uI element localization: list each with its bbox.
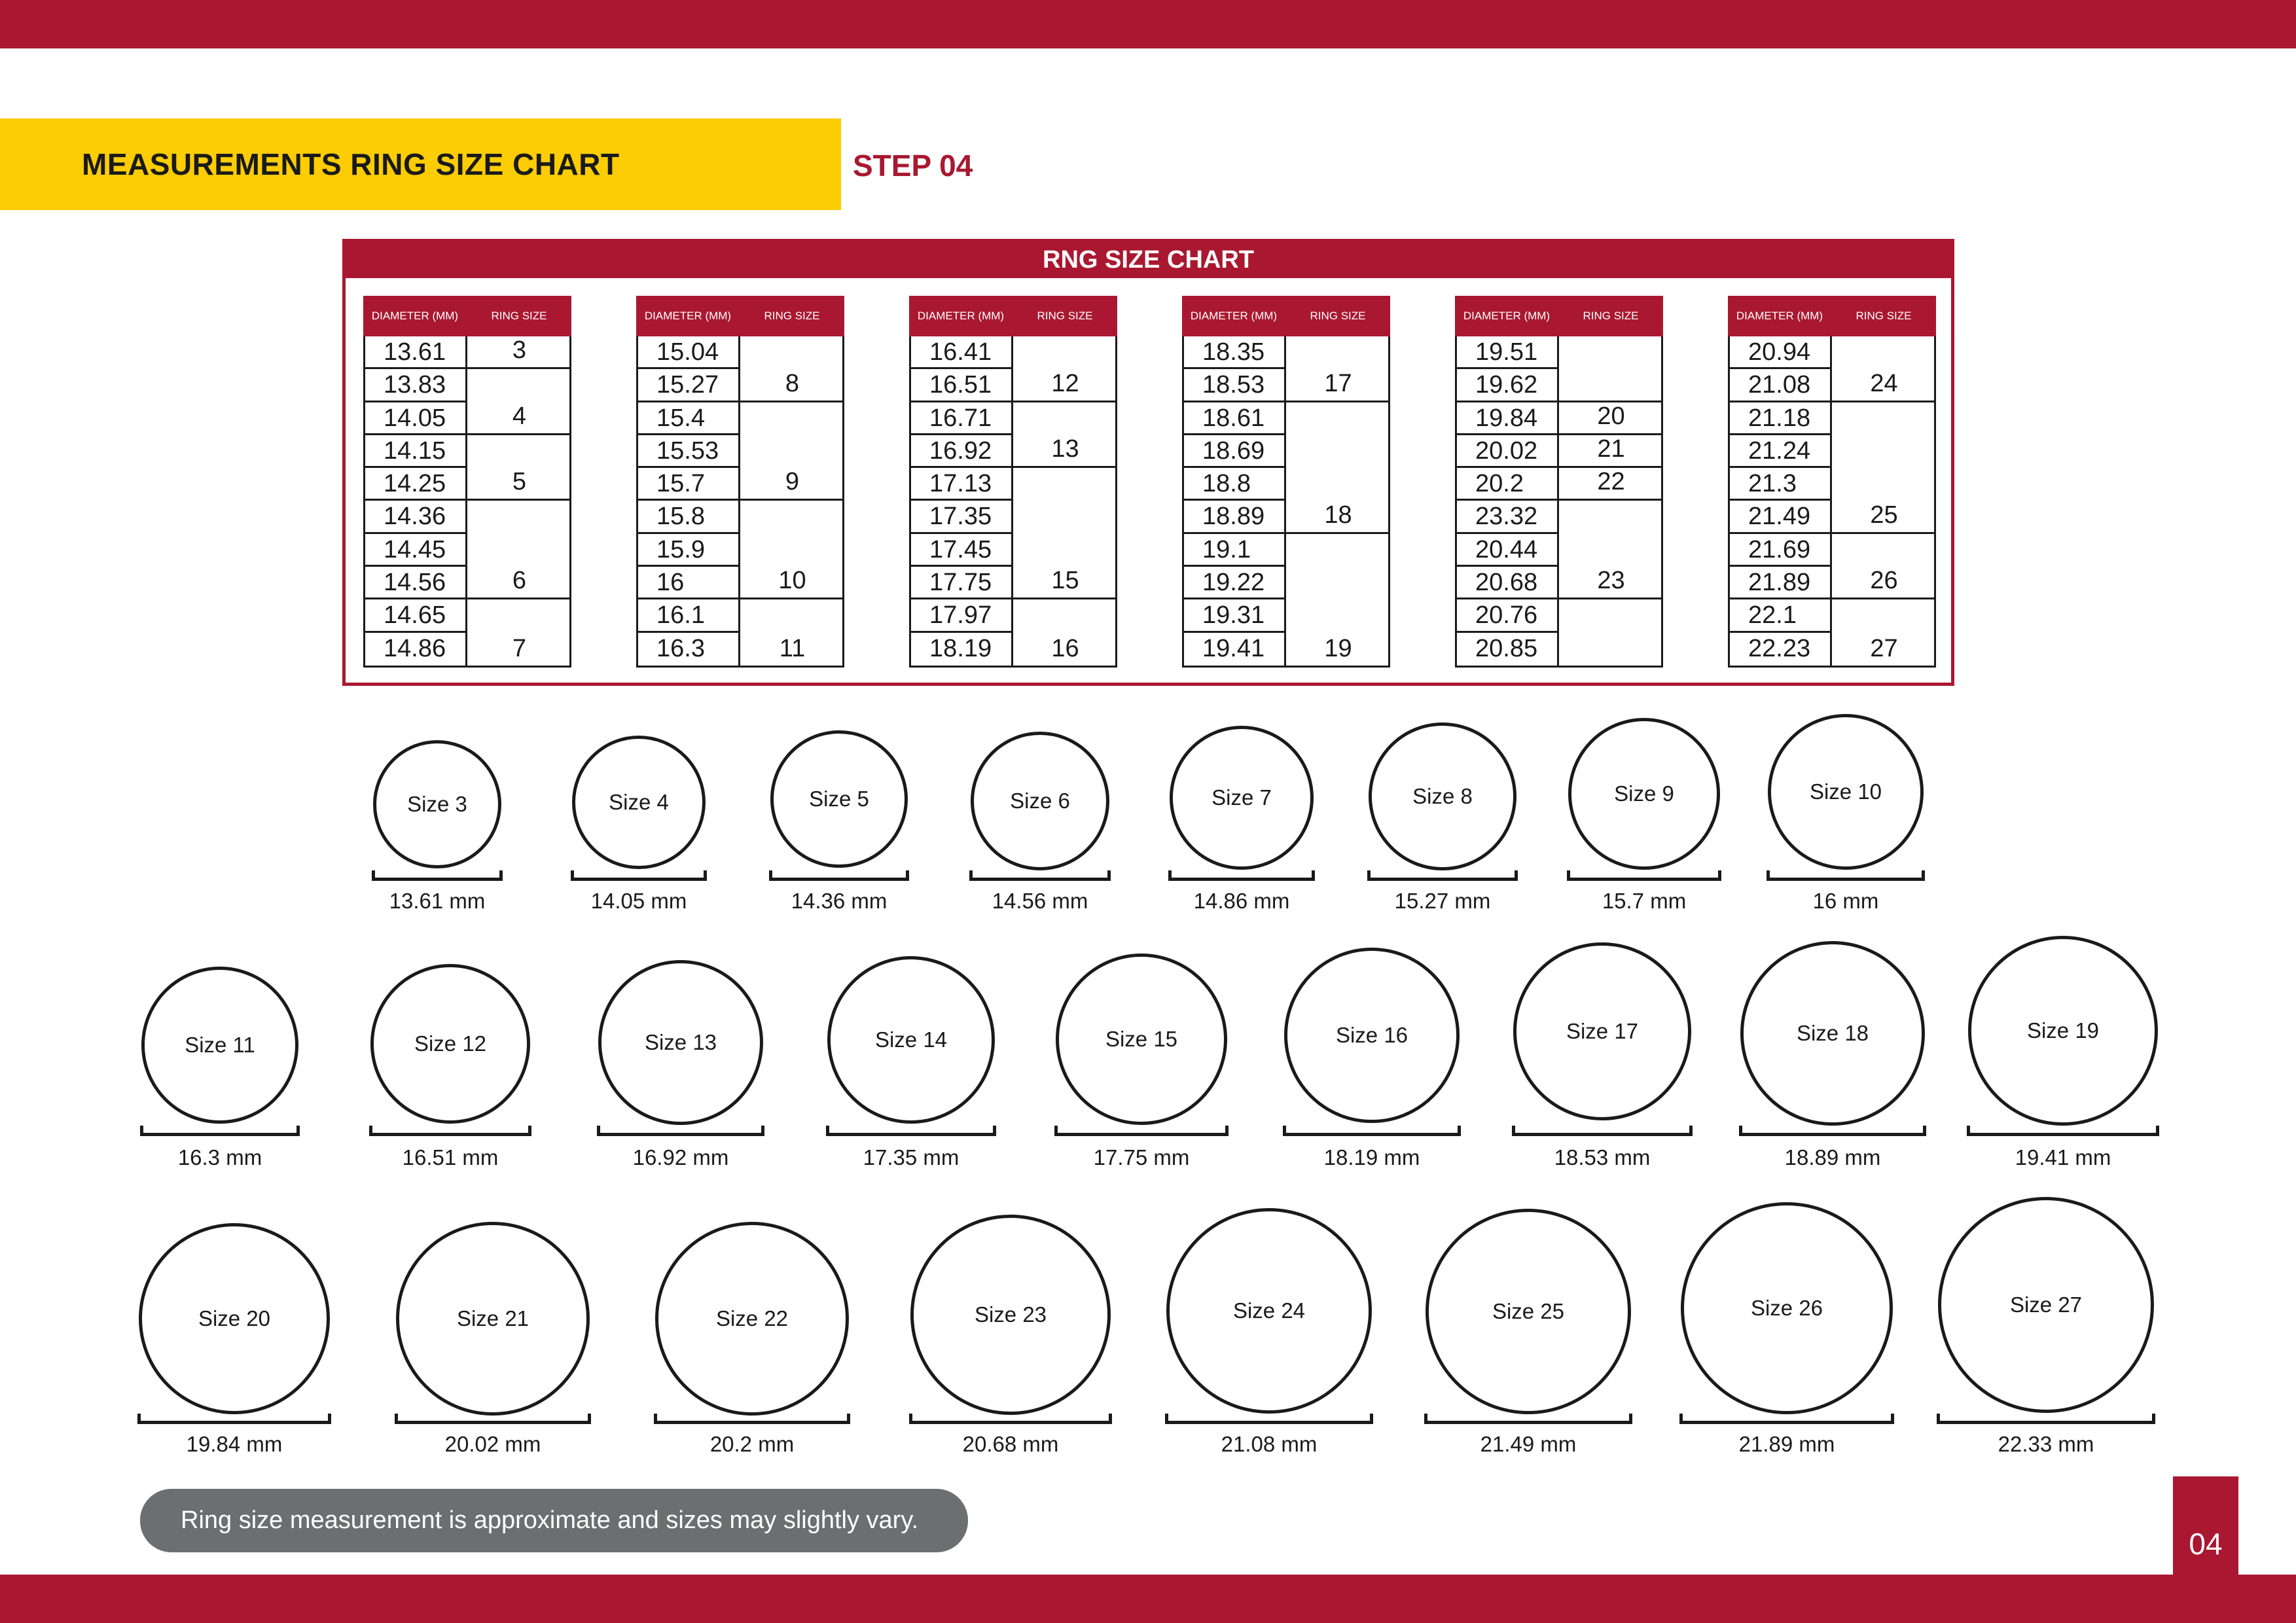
ring-circle <box>396 1222 590 1416</box>
diameter-column-header: DIAMETER (MM) <box>917 310 1005 322</box>
ring-circle <box>1056 954 1227 1125</box>
diameter-cell: 17.75 <box>911 567 1011 599</box>
ring-circle <box>572 736 706 869</box>
table-header <box>363 296 571 336</box>
ring-size-cell: 21 <box>1559 435 1663 468</box>
ring-size-label: Size 13 <box>644 1030 717 1054</box>
diameter-bracket <box>1967 1126 2159 1136</box>
diameter-bracket <box>969 870 1111 881</box>
ring-diameter-label: 19.41 mm <box>2015 1145 2111 1169</box>
diameter-cell: 20.68 <box>1457 567 1557 599</box>
diameter-bracket <box>1679 1414 1894 1424</box>
ring-size-cell <box>1559 599 1663 666</box>
ring-circle <box>598 960 763 1125</box>
ring-size-column-header: RING SIZE <box>1310 310 1366 322</box>
ring-size-column-header: RING SIZE <box>1856 310 1912 322</box>
ring-size-label: Size 11 <box>185 1033 255 1057</box>
ring-size-cell: 6 <box>467 501 571 600</box>
diameter-cell: 17.97 <box>911 599 1011 632</box>
ring-diameter-label: 14.56 mm <box>992 889 1088 913</box>
ring-circle <box>1170 726 1314 870</box>
diameter-bracket <box>654 1414 850 1424</box>
diameter-bracket <box>1367 870 1518 881</box>
ring-circle <box>1938 1197 2154 1413</box>
diameter-column-header: DIAMETER (MM) <box>1463 310 1551 322</box>
ring-size-label: Size 3 <box>407 792 467 816</box>
ring-size-cell: 17 <box>1286 336 1390 402</box>
ring-diameter-label: 16 mm <box>1812 889 1879 913</box>
ring-size-label: Size 12 <box>414 1031 487 1056</box>
size-table-5 <box>1455 296 1663 668</box>
ring-size-label: Size 20 <box>198 1306 271 1330</box>
diameter-cell: 13.61 <box>365 336 465 369</box>
diameter-cell: 14.36 <box>365 501 465 533</box>
ring-size-label: Size 5 <box>809 787 869 811</box>
table-header <box>1455 296 1663 336</box>
diameter-cell: 19.31 <box>1184 599 1284 632</box>
diameter-cell: 15.8 <box>638 501 738 533</box>
diameter-column <box>1184 336 1286 666</box>
diameter-cell: 20.85 <box>1475 634 1538 662</box>
diameter-cell: 15.27 <box>638 369 738 402</box>
diameter-bracket <box>137 1414 331 1424</box>
ring-diameter-label: 21.89 mm <box>1738 1432 1835 1456</box>
ring-size-label: Size 26 <box>1750 1296 1823 1320</box>
diameter-bracket <box>1512 1126 1693 1136</box>
bottom-accent-bar <box>0 1575 2296 1623</box>
diameter-cell: 18.89 <box>1184 501 1284 533</box>
diameter-bracket <box>769 870 909 881</box>
ring-diameter-label: 18.89 mm <box>1784 1145 1881 1169</box>
ring-size-cell: 13 <box>1013 402 1117 469</box>
ring-size-cell: 27 <box>1870 634 1898 662</box>
ring-size-label: Size 17 <box>1566 1019 1639 1043</box>
page-title: MEASUREMENTS RING SIZE CHART <box>82 147 620 181</box>
ring-size-cell: 16 <box>1051 634 1079 662</box>
diameter-column <box>1457 336 1559 666</box>
ring-circle <box>827 956 995 1124</box>
ring-size-cell: 11 <box>779 634 806 662</box>
diameter-cell: 14.45 <box>365 534 465 567</box>
diameter-column-header: DIAMETER (MM) <box>1190 310 1278 322</box>
ring-circle <box>910 1215 1111 1415</box>
ring-circle <box>1284 948 1460 1123</box>
table-body <box>909 336 1117 668</box>
diameter-column-header: DIAMETER (MM) <box>644 310 732 322</box>
diameter-cell: 17.13 <box>911 468 1011 501</box>
diameter-cell: 21.08 <box>1730 369 1830 402</box>
ring-circle <box>370 964 530 1124</box>
ring-size-label: Size 8 <box>1412 784 1473 808</box>
diameter-bracket <box>1424 1414 1632 1424</box>
ring-circle <box>1513 942 1691 1120</box>
diameter-cell: 20.44 <box>1457 534 1557 567</box>
ring-circle <box>1768 714 1924 870</box>
table-header <box>1182 296 1390 336</box>
ring-diameter-label: 20.68 mm <box>962 1432 1059 1456</box>
ring-diameter-label: 16.51 mm <box>402 1145 499 1169</box>
diameter-cell: 21.69 <box>1730 534 1830 567</box>
diameter-bracket <box>826 1126 996 1136</box>
ring-size-cell: 23 <box>1559 501 1663 600</box>
ring-size-cell: 7 <box>512 634 527 662</box>
diameter-cell: 15.7 <box>638 468 738 501</box>
ring-size-cell: 4 <box>467 369 571 435</box>
diameter-bracket <box>1937 1414 2155 1424</box>
diameter-cell: 15.4 <box>638 402 738 435</box>
diameter-cell: 19.41 <box>1202 634 1265 662</box>
table-body <box>1728 336 1936 668</box>
diameter-cell: 18.19 <box>929 634 992 662</box>
diameter-cell: 14.86 <box>384 634 446 662</box>
diameter-cell: 18.61 <box>1184 402 1284 435</box>
ring-size-label: Size 21 <box>456 1306 529 1330</box>
diameter-cell: 15.9 <box>638 534 738 567</box>
table-body <box>636 336 844 668</box>
diameter-cell: 18.69 <box>1184 435 1284 468</box>
table-body <box>363 336 571 668</box>
ring-diameter-label: 16.92 mm <box>632 1145 729 1169</box>
ring-circle <box>1369 722 1516 870</box>
ring-size-cell: 12 <box>1013 336 1117 402</box>
ring-size-label: Size 6 <box>1010 789 1070 813</box>
diameter-cell: 18.53 <box>1184 369 1284 402</box>
diameter-column <box>365 336 467 666</box>
diameter-cell: 14.05 <box>365 402 465 435</box>
ring-size-cell: 15 <box>1013 468 1117 599</box>
diameter-cell: 23.32 <box>1457 501 1557 533</box>
ring-size-cell: 19 <box>1324 634 1352 662</box>
diameter-cell: 16.71 <box>911 402 1011 435</box>
ring-size-cell: 3 <box>467 336 571 369</box>
diameter-cell: 19.1 <box>1184 534 1284 567</box>
ring-diameter-label: 14.86 mm <box>1193 889 1290 913</box>
ring-circle <box>1568 718 1720 870</box>
size-table-1 <box>363 296 571 668</box>
ring-circle <box>1166 1208 1372 1414</box>
ring-diameter-label: 15.7 mm <box>1602 889 1687 913</box>
ring-size-cell: 5 <box>467 435 571 501</box>
diameter-cell: 21.49 <box>1730 501 1830 533</box>
table-body <box>1455 336 1663 668</box>
ring-size-cell: 9 <box>740 402 844 501</box>
diameter-column <box>911 336 1013 666</box>
ring-size-label: Size 27 <box>2009 1293 2083 1317</box>
diameter-cell: 19.22 <box>1184 567 1284 599</box>
diameter-bracket <box>1168 870 1315 881</box>
size-table-2 <box>636 296 844 668</box>
diameter-bracket <box>1165 1414 1373 1424</box>
diameter-cell: 20.02 <box>1457 435 1557 468</box>
title-banner <box>0 118 841 210</box>
ring-diameter-label: 18.19 mm <box>1323 1145 1420 1169</box>
step-label: STEP 04 <box>853 149 973 183</box>
diameter-bracket <box>571 870 707 881</box>
ring-diameter-label: 15.27 mm <box>1394 889 1491 913</box>
ring-diameter-label: 20.02 mm <box>444 1432 541 1456</box>
diameter-bracket <box>1283 1126 1461 1136</box>
diameter-cell: 19.84 <box>1457 402 1557 435</box>
diameter-bracket <box>597 1126 764 1136</box>
diameter-bracket <box>395 1414 591 1424</box>
ring-diameter-label: 16.3 mm <box>177 1145 262 1169</box>
ring-circle <box>770 730 908 868</box>
diameter-bracket <box>372 870 503 881</box>
disclaimer-note <box>140 1489 968 1552</box>
ring-size-cell: 22 <box>1559 468 1663 501</box>
table-header <box>636 296 844 336</box>
diameter-bracket <box>369 1126 531 1136</box>
chart-title: RNG SIZE CHART <box>346 242 1951 278</box>
ring-circle <box>373 740 501 868</box>
ring-size-chart <box>342 239 1954 686</box>
diameter-cell: 20.2 <box>1457 468 1557 501</box>
diameter-bracket <box>1054 1126 1229 1136</box>
diameter-cell: 15.53 <box>638 435 738 468</box>
diameter-cell: 22.1 <box>1730 599 1830 632</box>
diameter-cell: 17.45 <box>911 534 1011 567</box>
table-header <box>909 296 1117 336</box>
ring-size-cell: 25 <box>1832 402 1936 534</box>
ring-size-column-header: RING SIZE <box>764 310 820 322</box>
ring-circle <box>655 1222 849 1416</box>
ring-size-label: Size 4 <box>609 790 669 814</box>
ring-diameter-label: 13.61 mm <box>389 889 486 913</box>
ring-diameter-label: 22.33 mm <box>1998 1432 2094 1456</box>
diameter-cell: 22.23 <box>1748 634 1811 662</box>
size-table-3 <box>909 296 1117 668</box>
diameter-cell: 14.25 <box>365 468 465 501</box>
ring-size-label: Size 25 <box>1492 1299 1565 1323</box>
diameter-bracket <box>1767 870 1925 881</box>
diameter-cell: 16.3 <box>656 634 705 662</box>
diameter-bracket <box>1567 870 1721 881</box>
ring-size-label: Size 23 <box>974 1302 1047 1327</box>
diameter-cell: 16 <box>638 567 738 599</box>
diameter-cell: 14.15 <box>365 435 465 468</box>
diameter-cell: 20.76 <box>1457 599 1557 632</box>
diameter-cell: 16.41 <box>911 336 1011 369</box>
diameter-bracket <box>1739 1126 1926 1136</box>
diameter-cell: 16.92 <box>911 435 1011 468</box>
ring-size-cell: 18 <box>1286 402 1390 534</box>
ring-size-label: Size 9 <box>1614 781 1674 806</box>
diameter-column-header: DIAMETER (MM) <box>371 310 459 322</box>
ring-circle <box>1426 1209 1631 1414</box>
ring-diameter-label: 21.49 mm <box>1480 1432 1577 1456</box>
ring-size-label: Size 19 <box>2026 1018 2100 1043</box>
diameter-column-header: DIAMETER (MM) <box>1736 310 1823 322</box>
diameter-bracket <box>140 1126 300 1136</box>
ring-size-label: Size 22 <box>715 1306 789 1330</box>
table-header <box>1728 296 1936 336</box>
ring-diameter-label: 17.35 mm <box>863 1145 960 1169</box>
ring-diameter-label: 20.2 mm <box>709 1432 795 1456</box>
ring-size-cell <box>1559 336 1663 402</box>
ring-diameter-label: 18.53 mm <box>1554 1145 1651 1169</box>
top-accent-bar <box>0 0 2296 48</box>
diameter-cell: 20.94 <box>1730 336 1830 369</box>
ring-size-column-header: RING SIZE <box>491 310 547 322</box>
diameter-cell: 21.24 <box>1730 435 1830 468</box>
diameter-cell: 14.56 <box>365 567 465 599</box>
ring-size-cell: 10 <box>740 501 844 600</box>
ring-circle <box>139 1223 330 1414</box>
ring-circle <box>141 967 298 1124</box>
ring-circle <box>971 732 1109 870</box>
ring-diameter-label: 14.05 mm <box>590 889 687 913</box>
ring-diameter-label: 17.75 mm <box>1093 1145 1190 1169</box>
page-number-box <box>2173 1476 2238 1575</box>
disclaimer-text: Ring size measurement is approximate and sizes may slightly vary. <box>181 1507 919 1534</box>
diameter-cell: 16.51 <box>911 369 1011 402</box>
diameter-column <box>638 336 740 666</box>
diameter-cell: 21.89 <box>1730 567 1830 599</box>
ring-diameter-label: 21.08 mm <box>1221 1432 1318 1456</box>
ring-size-label: Size 14 <box>874 1027 948 1052</box>
diameter-cell: 14.65 <box>365 599 465 632</box>
size-table-4 <box>1182 296 1390 668</box>
ring-size-label: Size 24 <box>1232 1298 1306 1323</box>
diameter-cell: 18.35 <box>1184 336 1284 369</box>
ring-size-cell: 20 <box>1559 402 1663 435</box>
ring-size-column-header: RING SIZE <box>1037 310 1093 322</box>
size-table-6 <box>1728 296 1936 668</box>
diameter-cell: 19.62 <box>1457 369 1557 402</box>
diameter-cell: 19.51 <box>1457 336 1557 369</box>
page-number: 04 <box>2189 1527 2223 1561</box>
diameter-cell: 13.83 <box>365 369 465 402</box>
diameter-cell: 21.18 <box>1730 402 1830 435</box>
ring-size-column-header: RING SIZE <box>1583 310 1639 322</box>
ring-size-label: Size 10 <box>1809 779 1882 804</box>
diameter-cell: 17.35 <box>911 501 1011 533</box>
ring-size-label: Size 15 <box>1105 1027 1178 1051</box>
ring-size-label: Size 16 <box>1335 1023 1408 1047</box>
ring-size-label: Size 18 <box>1796 1021 1869 1045</box>
diameter-cell: 16.1 <box>638 599 738 632</box>
ring-diameter-label: 19.84 mm <box>186 1432 283 1456</box>
ring-circle <box>1740 941 1925 1126</box>
ring-size-cell: 24 <box>1832 336 1936 402</box>
ring-size-label: Size 7 <box>1211 785 1272 810</box>
ring-size-cell: 26 <box>1832 534 1936 600</box>
diameter-cell: 21.3 <box>1730 468 1830 501</box>
diameter-cell: 18.8 <box>1184 468 1284 501</box>
diameter-bracket <box>909 1414 1112 1424</box>
ring-size-cell: 8 <box>740 336 844 402</box>
ring-circle <box>1968 936 2158 1126</box>
diameter-cell: 15.04 <box>638 336 738 369</box>
ring-circle <box>1681 1202 1893 1414</box>
diameter-column <box>1730 336 1832 666</box>
table-body <box>1182 336 1390 668</box>
ring-diameter-label: 14.36 mm <box>791 889 888 913</box>
